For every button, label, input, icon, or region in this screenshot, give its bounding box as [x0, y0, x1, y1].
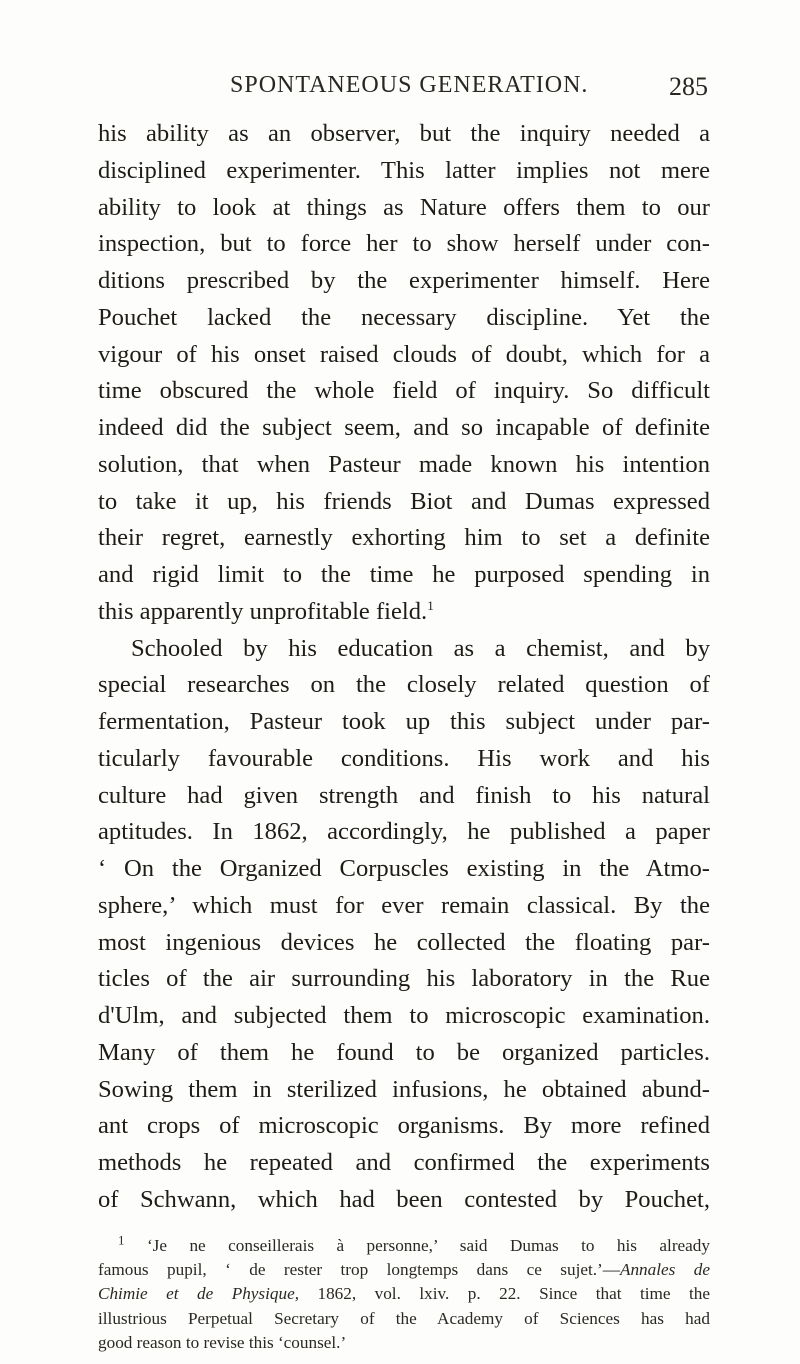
text-line: ant crops of microscopic organisms. By more refined — [98, 1112, 710, 1140]
text-line: his ability as an observer, but the inquiry needed a — [98, 120, 710, 147]
text-line: ‘ On the Organized Corpuscles existing in the Atmo- — [98, 855, 710, 882]
footnote-citation: Chimie et de Physique, — [98, 1284, 299, 1304]
paragraph-start-line: Schooled by his education as a chemist, and by — [131, 634, 710, 662]
running-title: SPONTANEOUS GENERATION. — [230, 72, 589, 98]
text-line: d'Ulm, and subjected them to microscopic examination. — [98, 1002, 710, 1029]
footnote-line: good reason to revise this ‘counsel.’ — [98, 1332, 347, 1352]
text-line: vigour of his onset raised clouds of doubt, which for a — [98, 340, 710, 368]
text-line: of Schwann, which had been contested by Pouchet, — [98, 1185, 710, 1213]
text-line: special researches on the closely related question of — [98, 671, 710, 699]
text-line: and rigid limit to the time he purposed spending in — [98, 561, 710, 588]
text-line: disciplined experimenter. This latter implies not mere — [98, 156, 710, 184]
footnote-line — [98, 1234, 710, 1258]
text-line: aptitudes. In 1862, accordingly, he published a paper — [98, 818, 710, 846]
text-line: Pouchet lacked the necessary discipline. Yet the — [98, 303, 710, 331]
text-line: ticles of the air surrounding his laboratory in the Rue — [98, 965, 710, 993]
footnote-line — [98, 1282, 710, 1306]
text-line: inspection, but to force her to show herself under con- — [98, 230, 710, 258]
text-line: methods he repeated and confirmed the experiments — [98, 1149, 710, 1176]
text-line: this apparently unprofitable field. — [98, 597, 428, 625]
text-line: ability to look at things as Nature offers them to our — [98, 193, 710, 221]
text-line: culture had given strength and finish to his natural — [98, 781, 710, 809]
text-line: sphere,’ which must for ever remain classical. By the — [98, 891, 710, 919]
text-line: fermentation, Pasteur took up this subject under par- — [98, 708, 710, 735]
page-number: 285 — [669, 72, 708, 101]
text-line: their regret, earnestly exhorting him to set a definite — [98, 524, 710, 552]
footnote-reference: 1 — [427, 597, 434, 613]
footnote-line — [98, 1258, 710, 1282]
text-line: indeed did the subject seem, and so incapable of definite — [98, 414, 710, 441]
text-line: to take it up, his friends Biot and Dumas expressed — [98, 487, 710, 515]
footnote-citation: Annales de — [619, 1260, 710, 1280]
footnote-text: famous pupil, ‘ de rester trop longtemps dans ce sujet.’— — [98, 1260, 620, 1280]
text-line: ditions prescribed by the experimenter himself. Here — [98, 267, 710, 294]
text-line: solution, that when Pasteur made known his intention — [98, 450, 710, 478]
text-line: time obscured the whole field of inquiry. So difficult — [98, 377, 710, 405]
footnote-text: 1862, vol. lxiv. p. 22. Since that time the — [299, 1284, 710, 1304]
text-line: ticularly favourable conditions. His work and his — [98, 744, 710, 772]
footnote-text: ‘Je ne conseillerais à personne,’ said Dumas to his already — [146, 1236, 710, 1255]
footnote — [98, 1234, 710, 1355]
main-text — [98, 116, 710, 1219]
text-line: most ingenious devices he collected the floating par- — [98, 928, 710, 956]
footnote-line: illustrious Perpetual Secretary of the Academy of Sciences has had — [98, 1308, 710, 1328]
footnote-marker: 1 — [118, 1232, 125, 1248]
text-line-with-footnote — [98, 594, 710, 631]
text-line: Many of them he found to be organized particles. — [98, 1038, 710, 1066]
text-line: Sowing them in sterilized infusions, he obtained abund- — [98, 1075, 710, 1103]
